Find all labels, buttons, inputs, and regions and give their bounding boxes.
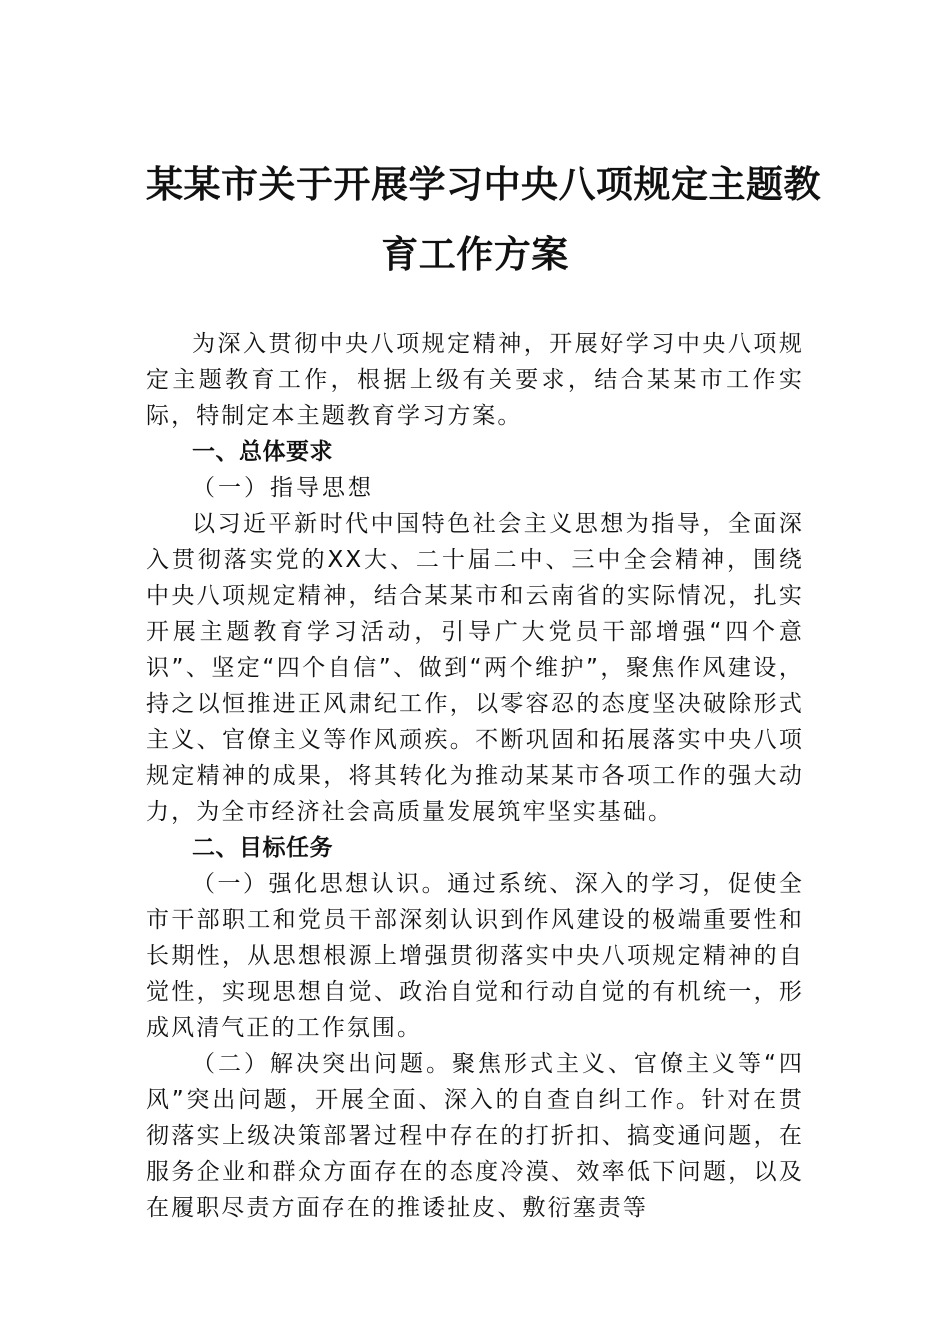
section-1-heading: 一、总体要求: [192, 439, 333, 465]
document-title-line-2: 育工作方案: [381, 232, 569, 276]
document-body: [146, 326, 804, 1226]
section-2-item-1: （一）强化思想认识。通过系统、深入的学习，促使全市干部职工和党员干部深刻认识到作风建设的极端重要性和长期性，从思想根源上增强贯彻落实中央八项规定精神的自觉性，实现思想自觉、政治自觉和行动自觉的有机统一，形成风清气正的工作氛围。: [146, 871, 804, 1041]
section-2-item-2: （二）解决突出问题。聚焦形式主义、官僚主义等“四风”突出问题，开展全面、深入的自查自纠工作。针对在贯彻落实上级决策部署过程中存在的打折扣、搞变通问题，在服务企业和群众方面存在的态度冷漠、效率低下问题，以及在履职尽责方面存在的推诿扯皮、敷衍塞责等: [146, 1051, 804, 1221]
intro-paragraph: 为深入贯彻中央八项规定精神，开展好学习中央八项规定主题教育工作，根据上级有关要求，结合某某市工作实际，特制定本主题教育学习方案。: [146, 331, 804, 429]
section-1-subheading: （一）指导思想: [192, 475, 374, 501]
section-1-paragraph: 以习近平新时代中国特色社会主义思想为指导，全面深入贯彻落实党的XX大、二十届二中、三中全会精神，围绕中央八项规定精神，结合某某市和云南省的实际情况，扎实开展主题教育学习活动，引导广大党员干部增强“四个意识”、坚定“四个自信”、做到“两个维护”，聚焦作风建设，持之以恒推进正风肃纪工作，以零容忍的态度坚决破除形式主义、官僚主义等作风顽疾。不断巩固和拓展落实中央八项规定精神的成果，将其转化为推动某某市各项工作的强大动力，为全市经济社会高质量发展筑牢坚实基础。: [146, 511, 804, 825]
section-2-heading: 二、目标任务: [192, 835, 333, 861]
document-title-line-1: 某某市关于开展学习中央八项规定主题教: [146, 162, 821, 206]
